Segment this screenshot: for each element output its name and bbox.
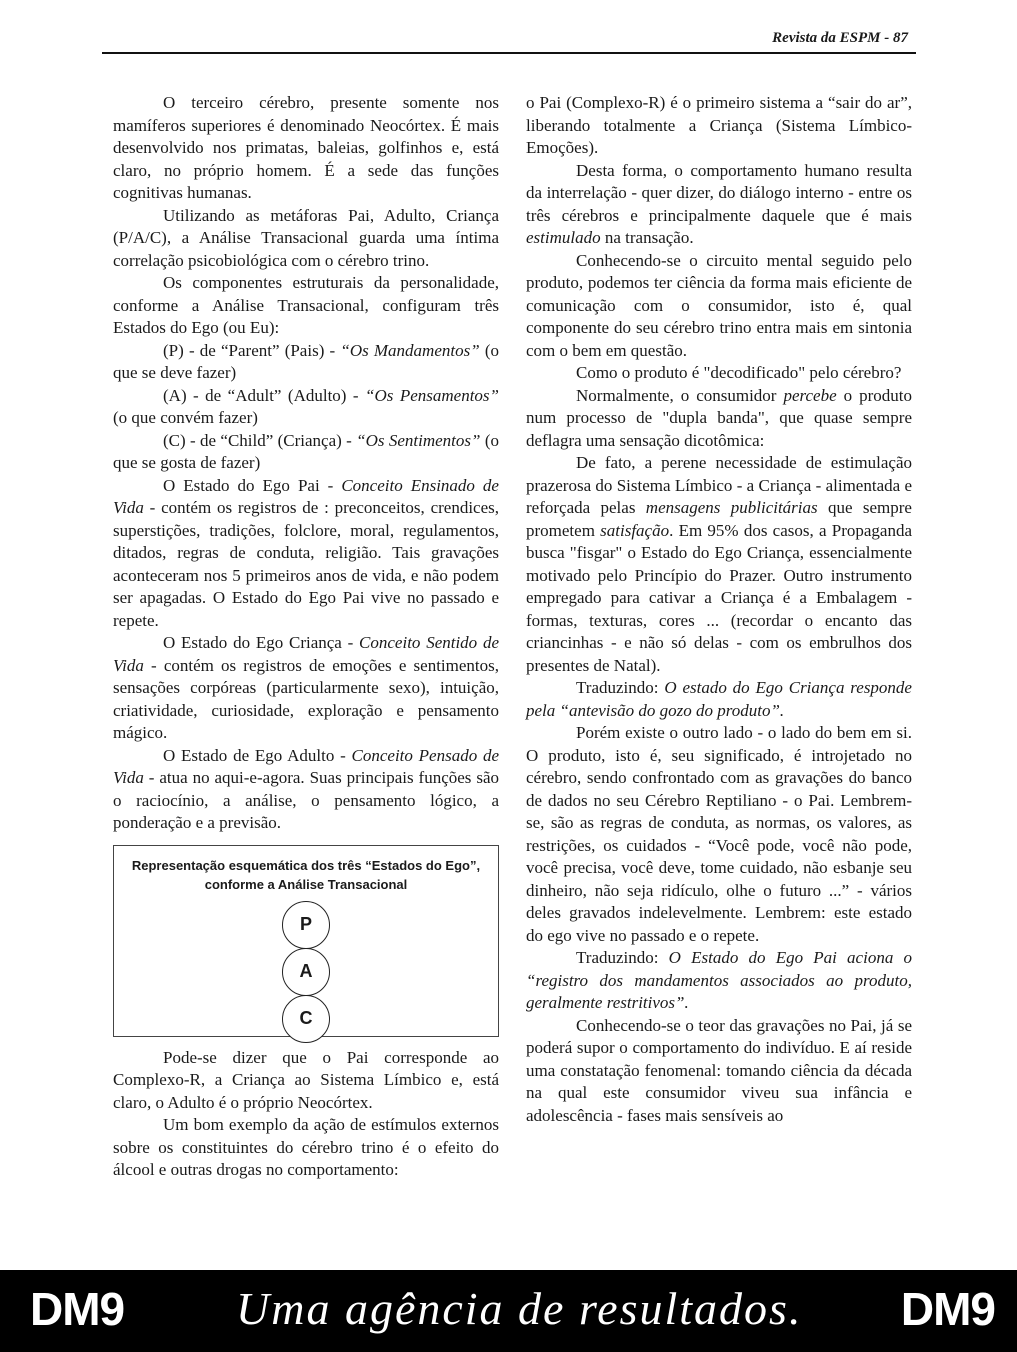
paragraph: Conhecendo-se o teor das gravações no Pai, já se poderá supor o comportamento do indivíduo. E aí reside uma constatação fenomenal: tomando ciência da década na qual este consumidor viveu sua infância e adolescência - fases mais sensíveis ao bbox=[526, 1015, 912, 1125]
paragraph: Utilizando as metáforas Pai, Adulto, Criança (P/A/C), a Análise Transacional guarda uma íntima correlação psicobiológica com o cérebro trino. bbox=[113, 205, 499, 270]
emphasis: “Os Sentimentos” bbox=[356, 430, 481, 450]
right-column bbox=[526, 92, 912, 1127]
text: (C) - de “Child” (Criança) - bbox=[163, 430, 357, 450]
paragraph: Pode-se dizer que o Pai corresponde ao Complexo-R, a Criança ao Sistema Límbico e, está claro, o Adulto é o próprio Neocórtex. bbox=[113, 1047, 499, 1112]
ego-states-diagram bbox=[122, 902, 490, 1043]
parent-circle: P bbox=[282, 901, 330, 949]
page-header bbox=[102, 28, 916, 54]
child-circle: C bbox=[282, 995, 330, 1043]
text: que sempre prometem bbox=[526, 498, 912, 540]
text: o produto num processo de "dupla banda", que quase sempre deflagra uma sensação dicotômica: bbox=[526, 385, 912, 450]
figure-caption bbox=[122, 856, 490, 894]
ego-state-parent bbox=[113, 340, 499, 385]
ego-state-child bbox=[113, 430, 499, 475]
brand-logo-left: DM9 bbox=[30, 1283, 125, 1335]
text: O Estado do Ego Pai - bbox=[163, 475, 342, 495]
text: O Estado de Ego Adulto - bbox=[163, 745, 352, 765]
emphasis: Conceito Pensado de Vida bbox=[113, 745, 500, 787]
emphasis: O estado do Ego Criança responde pela “antevisão do gozo do produto”. bbox=[526, 678, 912, 720]
emphasis: Conceito Ensinado de Vida bbox=[113, 475, 499, 517]
paragraph: O terceiro cérebro, presente somente nos mamíferos superiores é denominado Neocórtex. É mais desenvolvido nos primatas, baleias, golfinhos e, está claro, no próprio homem. É a sede das funções cognitivas humanas. bbox=[113, 93, 499, 202]
emphasis: percebe bbox=[783, 385, 837, 405]
running-title: Revista da ESPM - 87 bbox=[772, 30, 908, 46]
text: na transação. bbox=[600, 228, 694, 247]
text: - contém os registros de emoções e sentimentos, sensações corpóreas (particularmente sexo), intuição, criatividade, curiosidade, exploração e pensamento mágico. bbox=[113, 655, 499, 742]
paragraph: Porém existe o outro lado - o lado do bem em si. O produto, isto é, seu significado, é introjetado no cérebro, sendo confrontado com as gravações do banco de dados no seu Cérebro Reptiliano - o Pai. Lembrem-se, são as regras de conduta, as normas, os valores, as restrições, os cuidados - “Você pode, você não pode, você precisa, você deve, tome cuidado, não esbanje seu dinheiro, não seja ridículo, olhe o futuro ...” - vários deles gravados indelevelmente. Lembrem: este estado do ego vive no passado e o repete. bbox=[526, 723, 912, 945]
paragraph bbox=[526, 677, 912, 722]
paragraph bbox=[526, 452, 912, 677]
paragraph: Como o produto é "decodificado" pelo cérebro? bbox=[576, 363, 902, 382]
text: (A) - de “Adult” (Adulto) - bbox=[163, 385, 366, 405]
text: (P) - de “Parent” (Pais) - bbox=[163, 340, 341, 360]
paragraph: Conhecendo-se o circuito mental seguido pelo produto, podemos ter ciência da forma mais eficiente de comunicação com o consumidor, isto é, qual componente do seu cérebro trino entra mais em sintonia com o bem em questão. bbox=[526, 250, 912, 360]
text: Traduzindo: bbox=[576, 678, 665, 697]
left-column bbox=[113, 92, 499, 1182]
paragraph bbox=[526, 160, 912, 250]
emphasis: satisfação bbox=[600, 520, 670, 540]
brand-logo-right: DM9 bbox=[900, 1283, 995, 1335]
emphasis: mensagens publicitárias bbox=[645, 498, 818, 517]
paragraph bbox=[113, 745, 499, 835]
text: . Em 95% dos casos, a Propaganda busca "fisgar" o Estado do Ego Criança, essencialmente motivado pelo Princípio do Prazer. Outro instrumento empregado para cativar a Criança é a Embalagem - formas, texturas, cores ... (recordar o encanto das criancinhas - e não só delas - com os embrulhos dos presentes de Natal). bbox=[526, 520, 912, 675]
paragraph bbox=[526, 385, 912, 453]
advertisement-banner bbox=[0, 1270, 1017, 1352]
text: O Estado do Ego Criança - bbox=[163, 633, 360, 652]
figure-caption-line: conforme a Análise Transacional bbox=[204, 876, 408, 892]
paragraph bbox=[113, 475, 499, 633]
text: - atua no aqui-e-agora. Suas principais funções são o raciocínio, a análise, o pensamento lógico, a ponderação e a previsão. bbox=[113, 768, 499, 832]
text: (o que se deve fazer) bbox=[113, 340, 499, 382]
text: Traduzindo: bbox=[576, 948, 669, 967]
paragraph bbox=[113, 632, 499, 745]
text: (o que convém fazer) bbox=[113, 408, 258, 427]
emphasis: “Os Pensamentos” bbox=[365, 385, 500, 405]
paragraph: Os componentes estruturais da personalidade, conforme a Análise Transacional, configuram três Estados do Ego (ou Eu): bbox=[113, 273, 499, 337]
text: - contém os registros de : preconceitos, crendices, superstições, tradições, folclore, moral, regulamentos, ditados, regras de conduta, religião. Tais gravações aconteceram nos 5 primeiros anos de vida, e não podem ser apagadas. O Estado do Ego Pai vive no passado e repete. bbox=[113, 498, 499, 630]
emphasis: estimulado bbox=[526, 228, 601, 247]
paragraph: o Pai (Complexo-R) é o primeiro sistema a “sair do ar”, liberando totalmente a Criança (Sistema Límbico-Emoções). bbox=[526, 93, 912, 157]
adult-circle: A bbox=[282, 948, 330, 996]
paragraph: Um bom exemplo da ação de estímulos externos sobre os constituintes do cérebro trino é o efeito do álcool e outras drogas no comportamento: bbox=[113, 1115, 499, 1179]
paragraph bbox=[526, 947, 912, 1015]
text: (o que se gosta de fazer) bbox=[113, 430, 499, 472]
text: De fato, a perene necessidade de estimulação prazerosa do Sistema Límbico - a Criança - alimentada e reforçada pelas bbox=[526, 453, 912, 517]
tagline: Uma agência de resultados. bbox=[236, 1283, 803, 1334]
ego-state-adult bbox=[113, 385, 499, 430]
figure-caption-line: Representação esquemática dos três “Estados do Ego”, bbox=[131, 857, 481, 873]
ego-states-figure bbox=[113, 845, 499, 1037]
text: Normalmente, o consumidor bbox=[576, 385, 784, 405]
emphasis: Conceito Sentido de Vida bbox=[113, 633, 499, 675]
emphasis: O Estado do Ego Pai aciona o “registro dos mandamentos associados ao produto, geralmente restritivos”. bbox=[526, 948, 912, 1012]
text: Desta forma, o comportamento humano resulta da interrelação - quer dizer, do diálogo interno - entre os três cérebros e principalmente daquele que é mais bbox=[526, 160, 912, 225]
emphasis: “Os Mandamentos” bbox=[340, 340, 480, 360]
